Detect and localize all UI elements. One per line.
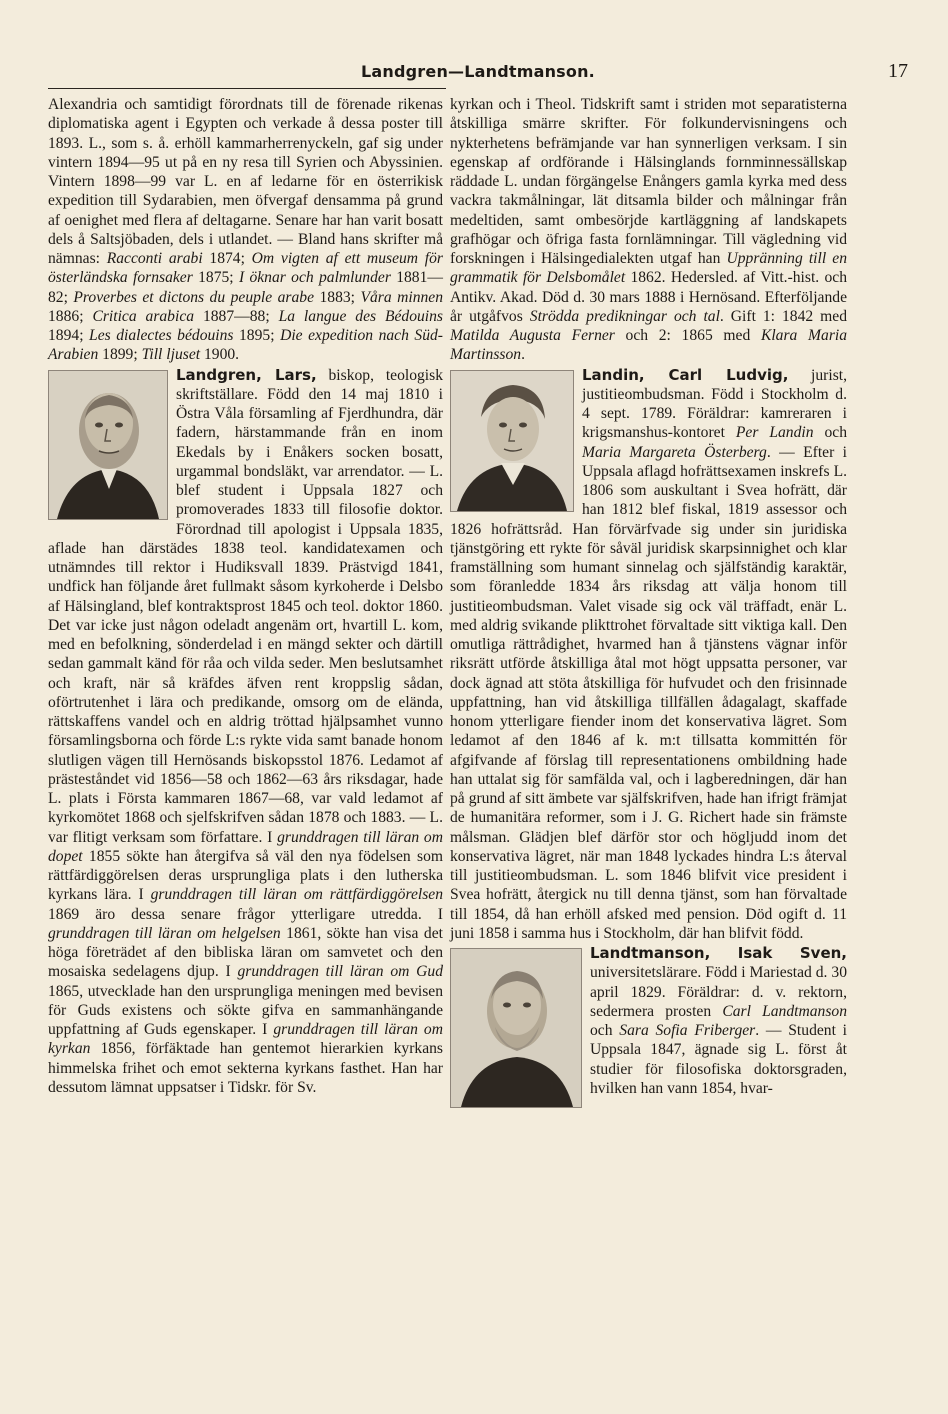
work-title: grunddragen till läran om helgelsen — [48, 924, 281, 942]
continuation-text: 1862. Hedersled. af Vitt.-hist. och Antikv. Akad. Död d. 30 mars 1888 i Hernösand. Efterföljande år utgåfvos — [450, 269, 847, 325]
entry-headword: Landtmanson, Isak Sven, — [590, 944, 847, 962]
work-title: Racconti arabi — [106, 250, 203, 267]
entry-text: . — Student i Uppsala 1847, ägnade sig L. först åt studier för filosofiska doktorsgraden, hvilken han vann 1854, hvar- — [590, 1022, 848, 1097]
portrait-image — [451, 949, 581, 1107]
entry-text: 1856, förfäktade han gentemot hierarkien kyrkans himmelska frihet och emot sekterna kyrkans fasthet. Han har dessutom lämnat uppsatser i Tidskr. för Sv. — [48, 1040, 443, 1096]
spouse-name: Matilda Augusta Ferner — [450, 327, 615, 344]
entry-text: 1855 sökte han återgifva så väl den nya födelsen som rättfärdiggörelsen deras ursprungliga plats i den lutherska kyrkans lära. I — [48, 847, 443, 904]
portrait-landgren — [48, 370, 168, 520]
work-title: grunddragen till läran om kyrkan — [48, 1021, 443, 1058]
person-name: Maria Margareta Österberg — [582, 443, 767, 461]
work-year: 1894; — [48, 327, 90, 344]
entry-text: och — [590, 1022, 620, 1039]
continuation-text: . — [521, 346, 525, 364]
entry-text: 1865, utvecklade han den ursprungliga meningen med bevisen för Guds existens och sökte gifva en sammanhängande uppfattning af Guds egenskaper. I — [48, 982, 443, 1038]
page-header — [48, 58, 908, 86]
person-name: Carl Landtmanson — [722, 1002, 847, 1020]
continuation-text: Alexandria och samtidigt förordnats till de förenade rikenas diplomatiska agent i Egypten och verkade å dessa poster till 1893. L., som s. å. erhöll kammarherrenyckeln, gaf sig under vintern 1894—95 ut på en ny resa till Syrien och Abyssinien. Vintern 1898—99 var L. en af ledarne för en österrikisk expedition till Sydarabien, men öfvergaf densamma på grund af oenighet med flera af deltagarne. Senare har han varit bosatt dels å Saltsjöbaden, dels i utlandet. — Bland hans skrifter må nämnas: — [48, 96, 443, 267]
work-title: Till ljuset — [141, 346, 201, 364]
continuation-text: . Gift 1: 1842 med — [719, 307, 848, 325]
work-title: Les dialectes bédouins — [89, 327, 234, 344]
portrait-image — [451, 371, 573, 511]
continuation-text: kyrkan och i Theol. Tidskrift samt i striden mot separatisterna åtskilliga smärre skrifter. För folkundervisningens och nykterhetens befrämjande var han synnerligen verksam. I sin egenskap af ordförande i Hälsinglands fornminnessällskap räddade L. undan förgängelse Enångers gamla kyrka med dess vackra takmålningar, lät ditsamla bilder och målningar från medeltiden, samt ombesörjde kartläggning af landskapets grafhögar och öfriga fasta fornlämningar. Till vägledning vid forskningen i Hälsingedialekten utgaf han — [450, 96, 847, 267]
page-number: 17 — [888, 60, 908, 82]
entry-text: universitetslärare. Född i Mariestad d. 30 april 1829. Föräldrar: d. v. rektorn, sedermera prosten — [590, 964, 847, 1020]
running-title: Landgren—Landtmanson. — [361, 62, 595, 81]
work-title: grunddragen till läran om Gud — [237, 963, 443, 981]
entry-continuation — [450, 95, 847, 365]
work-title: Våra minnen — [360, 288, 444, 306]
work-title: Strödda predikningar och tal — [529, 307, 720, 325]
entry-text: biskop, teologisk skriftställare. Född den 14 maj 1810 i Östra Våla församling af Fjerdhundra, där fadern, härstammande från en inom Ekedals by i Enåkers socken bosatt, urgammal bondsläkt, var arrendator. — L. blef student i Uppsala 1827 och promoverades 1833 till filosofie doktor. Förordnad till apologist i Uppsala 1835, aflade han därstädes 1838 teol. kandidatexamen och utnämndes till rektor i Hudiksvall 1839. Prästvigd 1841, undfick han följande året fullmakt såsom kyrkoherde i Delsbo af Hälsingland, blef kontraktsprost 1845 och teol. doktor 1860. Det var icke just någon odeladt angenäm ort, hvartill L. kom, med en befolkning, sönderdelad i en mängd sekter och därtill sedan gammalt känd för råa och vilda seder. Men beslutsamhet och kraft, när så kräfdes äfven rent kroppslig sådan, oförtrutenhet i lära och predikande, omsorg om de elända, rättskaffens vandel och en aldrig tröttad hjälpsamhet vunno församlingsborna och förde L:s rykte vida samt banade honom slutligen vägen till Hernösands biskopsstol 1876. Ledamot af prästeståndet vid 1856—58 och 1862—63 års riksdagar, hade L. plats i Första kammaren 1867—68, var vald ledamot af kyrkomötet 1868 och sjelfskrifven sådan 1878 och 1883. — L. var flitigt verksam som författare. I — [48, 366, 443, 846]
entry-text: och — [813, 424, 847, 442]
work-year: 1875; — [192, 269, 239, 287]
work-title: Critica arabica — [92, 307, 195, 325]
entry-continuation — [48, 95, 443, 365]
portrait-image — [49, 371, 167, 519]
work-title: La langue des Bédouins — [278, 307, 444, 325]
work-title: grunddragen till läran om dopet — [48, 828, 443, 865]
work-year: 1874; — [202, 250, 252, 267]
entry-text: jurist, justitieombudsman. Född i Stockholm d. 4 sept. 1789. Föräldrar: kamreraren i krigsmanshus-kontoret — [582, 366, 847, 442]
work-title: Om vigten af ett museum för österländska fornsaker — [48, 250, 443, 287]
work-year: 1886; — [48, 307, 93, 325]
entry-headword: Landgren, Lars, — [176, 365, 317, 384]
work-title: grunddragen till läran om rättfärdiggörelsen — [150, 886, 444, 904]
work-title: I öknar och palmlunder — [238, 269, 391, 287]
work-year: 1899; — [98, 346, 142, 364]
work-title: Proverbes et dictons du peuple arabe — [73, 288, 315, 306]
portrait-landin — [450, 370, 574, 512]
entry-landin — [450, 366, 847, 944]
work-year: 1881—82; — [48, 269, 443, 306]
work-year: 1895; — [233, 327, 281, 344]
work-title: Die expedition nach Süd-Arabien — [48, 327, 443, 364]
work-year: 1883; — [314, 288, 361, 306]
entry-text: . — Efter i Uppsala aflagd hofrättsexamen inskrefs L. 1806 som auskultant i Svea hofrätt, där han 1812 blef fiskal, 1819 assessor och 1826 hofrättsråd. Han förvärfvade sig under sin juridiska tjänstgöring ett rykte för såväl juridisk skarpsinnighet och klar framställning som humant sinnelag och själfständig karaktär, som föranledde 1834 års riksdag att välja honom till justitieombudsman. Valet visade sig ock väl träffadt, enär L. med aldrig svikande plikttrohet förvaltade sitt viktiga kall. Den omutliga rättrådighet, hvarmed han å tjänstens vägnar inför riksrätt utförde åtskilliga åtal mot högt uppsatta personer, var dock ägnad att stöta åtskilliga för hufvudet och den frisinnade uppfattning, han vid åtskilliga tillfällen ådagalagt, skaffade honom ytterligare fiender inom det konservativa lägret. Som ledamot af den 1846 af k. m:t tillsatta kommittén för afgifvande af förslag till representationens ombildning hade han uttalat sig för samfälda val, och i lagberedningen, där han på grund af sitt ämbete var själfskrifven, hade han ifrigt främjat de humanitära reformer, som i J. G. Richert hade sin främste målsman. Glädjen blef därför stor och högljudd inom det konservativa lägret, när man 1848 lyckades hindra L:s återval till justitieombudsman. L. som 1846 blifvit vice president i Svea hofrätt, återgick nu till denna tjänst, som han förvaltade till 1854, då han erhöll afsked med pension. Död ogift d. 11 juni 1858 i samma hus i Stockholm, där han blifvit född. — [450, 443, 848, 942]
portrait-landtmanson — [450, 948, 582, 1108]
work-title: Uppränning till en grammatik för Delsbomålet — [450, 250, 848, 287]
entry-headword: Landin, Carl Ludvig, — [582, 365, 789, 384]
work-year: 1887—88; — [194, 307, 279, 325]
entry-text: 1869 äro dessa senare frågor ytterligare utredda. I — [48, 905, 443, 923]
left-column — [48, 95, 443, 1097]
right-column — [450, 95, 847, 1110]
person-name: Sara Sofia Friberger — [619, 1022, 756, 1039]
work-year: 1900. — [200, 346, 240, 364]
header-rule — [48, 88, 446, 89]
entry-text: 1861, sökte han visa det höga företrädet af den bibliska läran om samvetet och den mosaiska sedelagens djup. I — [48, 924, 443, 981]
entry-landtmanson — [450, 944, 847, 1098]
person-name: Per Landin — [735, 424, 814, 442]
continuation-text: och 2: 1865 med — [614, 327, 761, 344]
spouse-name: Klara Maria Martinsson — [450, 327, 848, 364]
entry-landgren — [48, 366, 443, 1098]
